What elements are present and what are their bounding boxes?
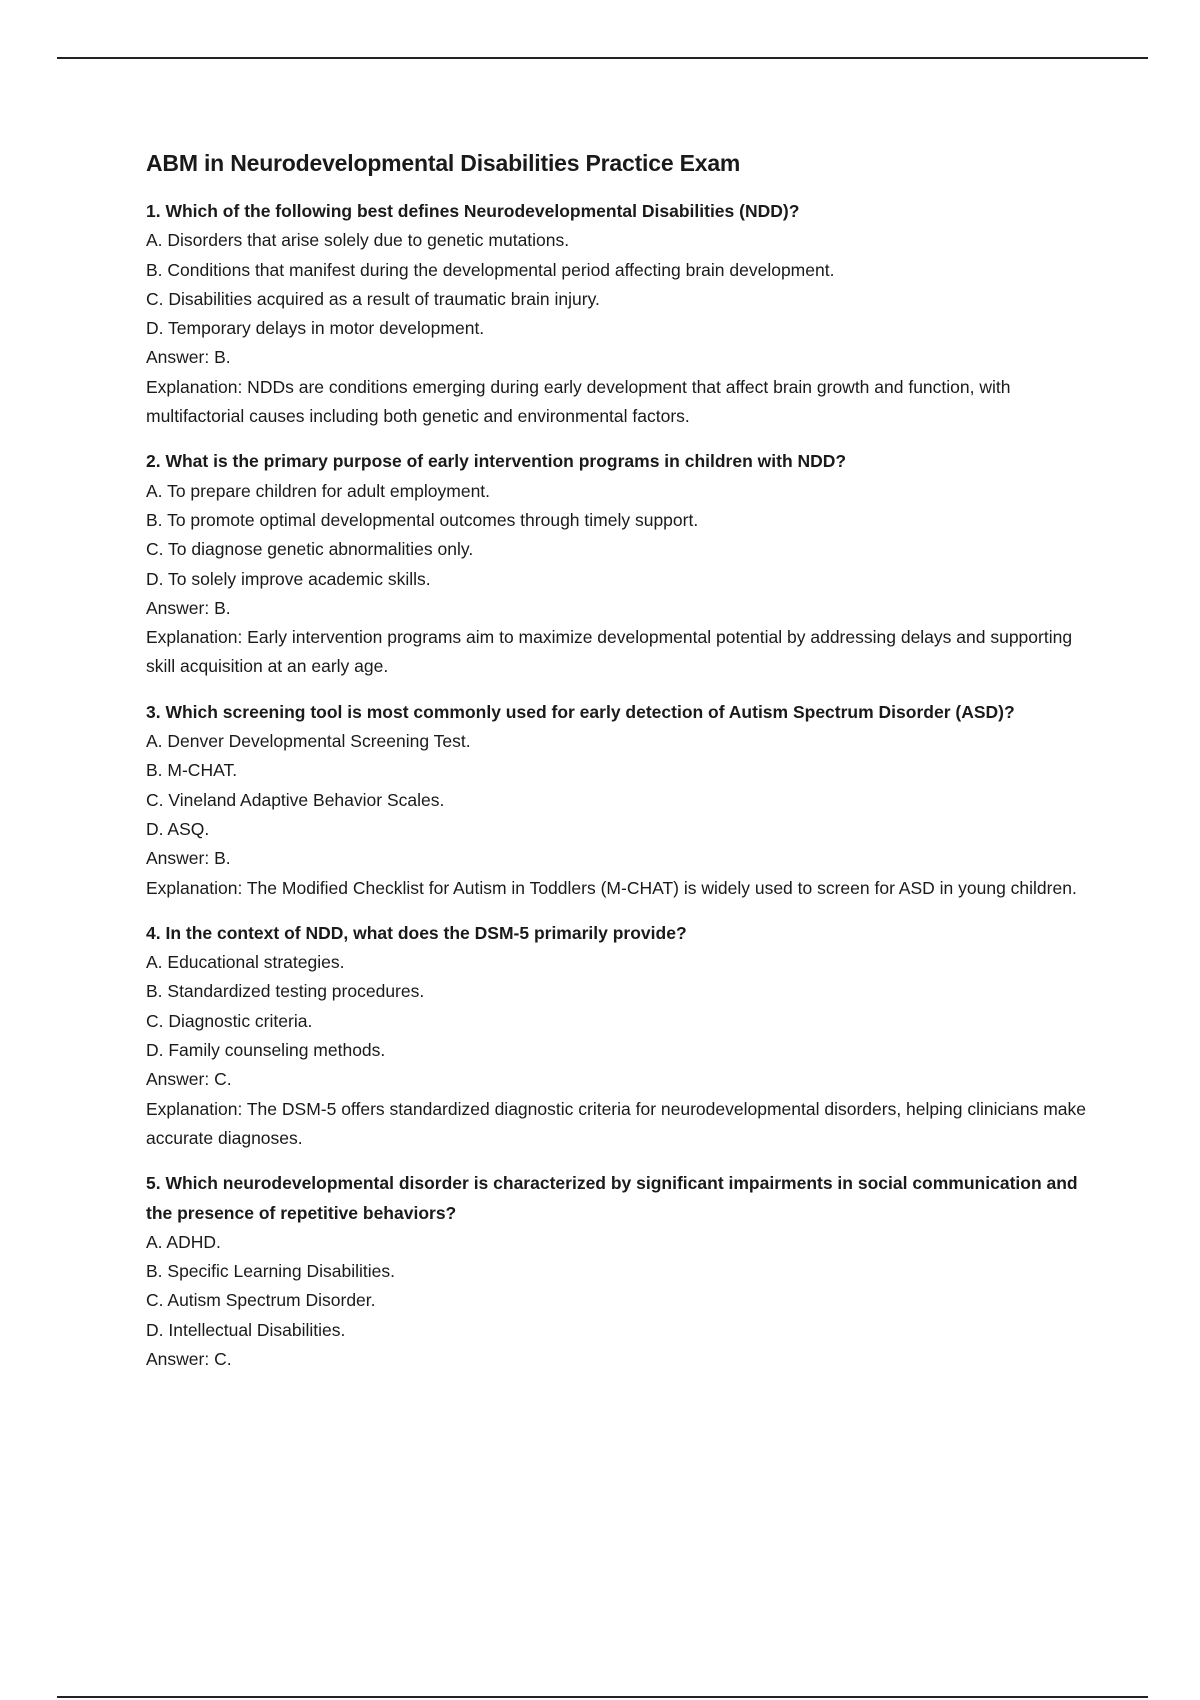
question-block xyxy=(146,919,1096,1153)
answer-option: B. To promote optimal developmental outcomes through timely support. xyxy=(146,509,699,530)
answer-option: A. ADHD. xyxy=(146,1231,221,1252)
answer-option: C. Autism Spectrum Disorder. xyxy=(146,1290,376,1311)
question-text: 4. In the context of NDD, what does the DSM-5 primarily provide? xyxy=(146,922,687,943)
explanation-text: Explanation: The Modified Checklist for Autism in Toddlers (M-CHAT) is widely used to screen for ASD in young children. xyxy=(146,877,1077,898)
question-block xyxy=(146,698,1096,903)
answer-option: C. Vineland Adaptive Behavior Scales. xyxy=(146,789,445,810)
answer-option: C. Disabilities acquired as a result of traumatic brain injury. xyxy=(146,288,600,309)
question-block xyxy=(146,197,1096,431)
footer-rule xyxy=(57,1696,1148,1698)
question-text: 1. Which of the following best defines Neurodevelopmental Disabilities (NDD)? xyxy=(146,201,800,221)
answer-option: A. Denver Developmental Screening Test. xyxy=(146,731,471,752)
question-text: 5. Which neurodevelopmental disorder is characterized by significant impairments in social communication and the presence of repetitive behaviors? xyxy=(146,1173,1078,1223)
question-block xyxy=(146,1169,1096,1374)
answer-option: D. Intellectual Disabilities. xyxy=(146,1319,346,1340)
explanation-text: Explanation: NDDs are conditions emerging during early development that affect brain growth and function, with multifactorial causes including both genetic and environmental factors. xyxy=(146,376,1011,427)
answer-line: Answer: C. xyxy=(146,1348,232,1369)
answer-option: B. Specific Learning Disabilities. xyxy=(146,1261,396,1282)
question-block xyxy=(146,447,1096,681)
answer-line: Answer: B. xyxy=(146,597,231,618)
answer-option: B. Conditions that manifest during the developmental period affecting brain development. xyxy=(146,259,835,280)
answer-line: Answer: B. xyxy=(146,347,231,368)
explanation-text: Explanation: Early intervention programs aim to maximize developmental potential by addressing delays and supporting skill acquisition at an early age. xyxy=(146,627,1073,677)
answer-option: A. To prepare children for adult employment. xyxy=(146,480,491,501)
answer-option: D. ASQ. xyxy=(146,818,210,839)
page-title: ABM in Neurodevelopmental Disabilities Practice Exam xyxy=(146,150,741,176)
answer-line: Answer: C. xyxy=(146,1069,232,1090)
answer-option: D. To solely improve academic skills. xyxy=(146,568,431,589)
header-rule xyxy=(57,57,1148,59)
answer-option: B. M-CHAT. xyxy=(146,760,238,781)
answer-option: D. Family counseling methods. xyxy=(146,1040,386,1061)
answer-option: D. Temporary delays in motor development. xyxy=(146,318,485,339)
exam-content xyxy=(146,148,1096,1374)
question-list xyxy=(146,197,1096,1374)
answer-option: A. Educational strategies. xyxy=(146,952,345,973)
explanation-text: Explanation: The DSM-5 offers standardized diagnostic criteria for neurodevelopmental disorders, helping clinicians make accurate diagnoses. xyxy=(146,1098,1086,1148)
question-text: 2. What is the primary purpose of early intervention programs in children with NDD? xyxy=(146,451,847,472)
answer-option: C. To diagnose genetic abnormalities only. xyxy=(146,539,474,560)
answer-option: B. Standardized testing procedures. xyxy=(146,981,425,1002)
question-text: 3. Which screening tool is most commonly used for early detection of Autism Spectrum Disorder (ASD)? xyxy=(146,701,1015,722)
answer-line: Answer: B. xyxy=(146,848,231,869)
answer-option: A. Disorders that arise solely due to genetic mutations. xyxy=(146,230,570,251)
answer-option: C. Diagnostic criteria. xyxy=(146,1010,313,1031)
